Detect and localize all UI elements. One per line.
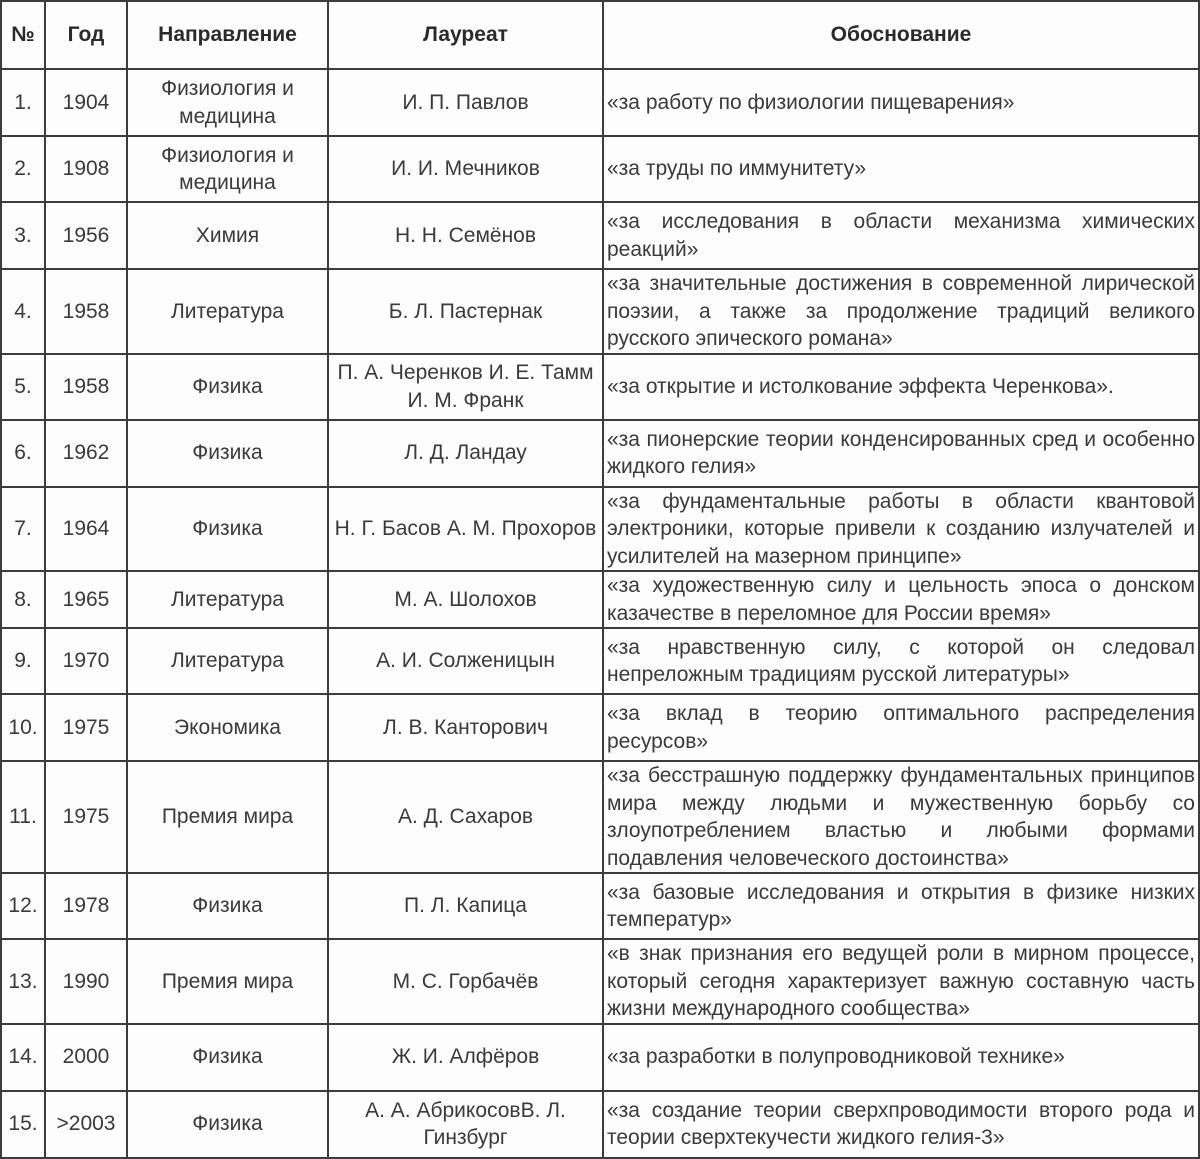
row-justification: «за вклад в теорию оптимального распределения ресурсов» xyxy=(603,694,1199,761)
table-header-row xyxy=(1,1,1199,69)
row-number: 9. xyxy=(1,628,45,694)
header-laureate: Лауреат xyxy=(328,1,603,69)
row-number: 3. xyxy=(1,202,45,269)
table-row xyxy=(1,939,1199,1024)
row-number: 5. xyxy=(1,354,45,420)
table-row xyxy=(1,269,1199,354)
row-year: 1965 xyxy=(45,571,127,628)
row-justification: «за исследования в области механизма химических реакций» xyxy=(603,202,1199,269)
header-year: Год xyxy=(45,1,127,69)
table-row xyxy=(1,420,1199,487)
row-field: Литература xyxy=(127,269,328,354)
row-laureate: Л. Д. Ландау xyxy=(328,420,603,487)
row-justification: «за нравственную силу, с которой он следовал непреложным традициям русской литературы» xyxy=(603,628,1199,694)
row-laureate: А. Д. Сахаров xyxy=(328,761,603,873)
row-field: Химия xyxy=(127,202,328,269)
row-field: Экономика xyxy=(127,694,328,761)
table-row xyxy=(1,136,1199,202)
row-year: 1970 xyxy=(45,628,127,694)
row-laureate: П. Л. Капица xyxy=(328,873,603,939)
row-number: 1. xyxy=(1,69,45,136)
row-field: Физика xyxy=(127,487,328,572)
row-field: Физиология и медицина xyxy=(127,136,328,202)
row-year: 1962 xyxy=(45,420,127,487)
row-laureate: М. С. Горбачёв xyxy=(328,939,603,1024)
row-laureate: Н. Г. Басов А. М. Прохоров xyxy=(328,487,603,572)
row-year: 1975 xyxy=(45,694,127,761)
row-number: 4. xyxy=(1,269,45,354)
row-number: 6. xyxy=(1,420,45,487)
row-year: 1990 xyxy=(45,939,127,1024)
row-justification: «за базовые исследования и открытия в физике низких температур» xyxy=(603,873,1199,939)
row-justification: «за значительные достижения в современной лирической поэзии, а также за продолжение традиций великого русского эпического романа» xyxy=(603,269,1199,354)
table-row xyxy=(1,694,1199,761)
table-row xyxy=(1,1091,1199,1158)
table-row xyxy=(1,487,1199,572)
row-number: 8. xyxy=(1,571,45,628)
table-row xyxy=(1,761,1199,873)
row-laureate: Ж. И. Алфёров xyxy=(328,1024,603,1091)
row-field: Физика xyxy=(127,873,328,939)
row-year: 1978 xyxy=(45,873,127,939)
row-year: 1908 xyxy=(45,136,127,202)
row-justification: «за работу по физиологии пищеварения» xyxy=(603,69,1199,136)
table-row xyxy=(1,202,1199,269)
row-justification: «в знак признания его ведущей роли в мирном процессе, который сегодня характеризует важную составную часть жизни международного сообщества» xyxy=(603,939,1199,1024)
table-row xyxy=(1,571,1199,628)
table-row xyxy=(1,354,1199,420)
row-field: Премия мира xyxy=(127,939,328,1024)
row-year: 2000 xyxy=(45,1024,127,1091)
row-justification: «за художественную силу и цельность эпоса о донском казачестве в переломное для России время» xyxy=(603,571,1199,628)
row-laureate: Б. Л. Пастернак xyxy=(328,269,603,354)
row-field: Физика xyxy=(127,354,328,420)
row-laureate: Л. В. Канторович xyxy=(328,694,603,761)
row-field: Физика xyxy=(127,420,328,487)
row-justification: «за труды по иммунитету» xyxy=(603,136,1199,202)
row-justification: «за открытие и истолкование эффекта Черенкова». xyxy=(603,354,1199,420)
header-number: № xyxy=(1,1,45,69)
table-row xyxy=(1,628,1199,694)
row-year: 1958 xyxy=(45,269,127,354)
header-field: Направление xyxy=(127,1,328,69)
row-justification: «за разработки в полупроводниковой технике» xyxy=(603,1024,1199,1091)
table-row xyxy=(1,69,1199,136)
row-field: Литература xyxy=(127,628,328,694)
row-year: >2003 xyxy=(45,1091,127,1158)
table-row xyxy=(1,873,1199,939)
row-year: 1958 xyxy=(45,354,127,420)
row-number: 14. xyxy=(1,1024,45,1091)
row-field: Физиология и медицина xyxy=(127,69,328,136)
row-laureate: И. И. Мечников xyxy=(328,136,603,202)
row-laureate: А. А. АбрикосовВ. Л. Гинзбург xyxy=(328,1091,603,1158)
row-justification: «за создание теории сверхпроводимости второго рода и теории сверхтекучести жидкого гелия-3» xyxy=(603,1091,1199,1158)
row-number: 13. xyxy=(1,939,45,1024)
row-number: 10. xyxy=(1,694,45,761)
row-field: Физика xyxy=(127,1024,328,1091)
row-number: 15. xyxy=(1,1091,45,1158)
row-laureate: П. А. Черенков И. Е. Тамм И. М. Франк xyxy=(328,354,603,420)
row-number: 2. xyxy=(1,136,45,202)
row-laureate: И. П. Павлов xyxy=(328,69,603,136)
row-number: 7. xyxy=(1,487,45,572)
row-field: Физика xyxy=(127,1091,328,1158)
header-justification: Обоснование xyxy=(603,1,1199,69)
row-justification: «за пионерские теории конденсированных сред и особенно жидкого гелия» xyxy=(603,420,1199,487)
row-justification: «за фундаментальные работы в области квантовой электроники, которые привели к созданию излучателей и усилителей на мазерном принципе» xyxy=(603,487,1199,572)
row-field: Литература xyxy=(127,571,328,628)
row-year: 1964 xyxy=(45,487,127,572)
row-year: 1956 xyxy=(45,202,127,269)
row-number: 12. xyxy=(1,873,45,939)
row-number: 11. xyxy=(1,761,45,873)
row-year: 1975 xyxy=(45,761,127,873)
row-laureate: А. И. Солженицын xyxy=(328,628,603,694)
table-row xyxy=(1,1024,1199,1091)
row-justification: «за бесстрашную поддержку фундаментальных принципов мира между людьми и мужественную борьбу со злоупотреблением властью и любыми формами подавления человеческого достоинства» xyxy=(603,761,1199,873)
row-year: 1904 xyxy=(45,69,127,136)
row-field: Премия мира xyxy=(127,761,328,873)
row-laureate: Н. Н. Семёнов xyxy=(328,202,603,269)
row-laureate: М. А. Шолохов xyxy=(328,571,603,628)
